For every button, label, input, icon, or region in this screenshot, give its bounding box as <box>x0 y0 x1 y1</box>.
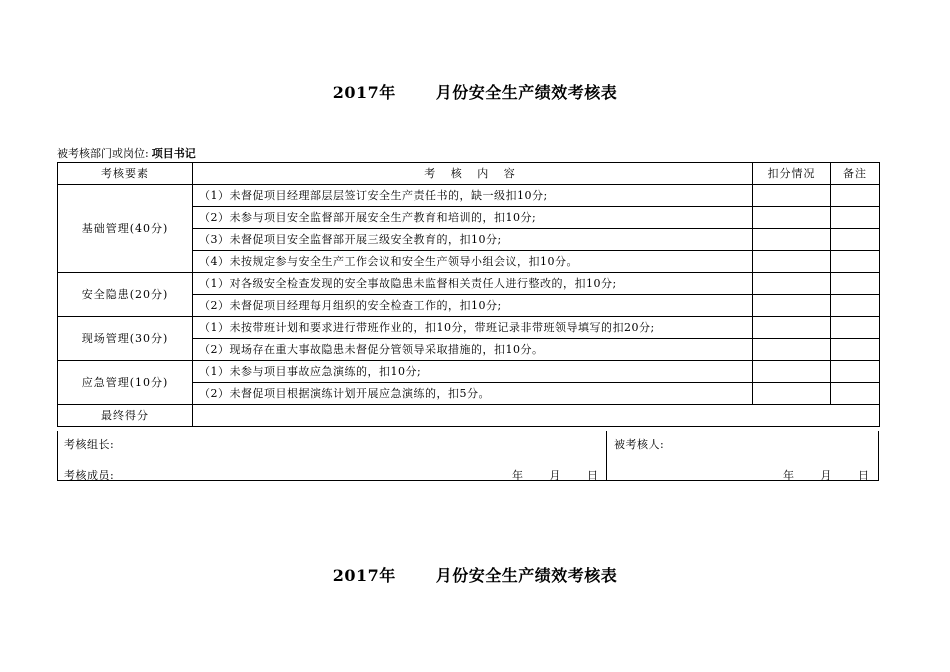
year-label: 年 <box>783 469 795 482</box>
deduct-cell[interactable] <box>753 317 831 339</box>
deduct-cell[interactable] <box>753 229 831 251</box>
item-text: （1）未按带班计划和要求进行带班作业的，扣10分，带班记录非带班领导填写的扣20分; <box>193 317 753 339</box>
item-text: （3）未督促项目安全监督部开展三级安全教育的，扣10分; <box>193 229 753 251</box>
signature-block <box>57 431 879 481</box>
remark-cell[interactable] <box>831 229 880 251</box>
header-remark: 备注 <box>831 163 880 185</box>
table-row <box>58 317 880 339</box>
deduct-cell[interactable] <box>753 251 831 273</box>
header-content: 考 核 内 容 <box>193 163 753 185</box>
table-row <box>58 185 880 207</box>
item-text: （1）未参与项目事故应急演练的，扣10分; <box>193 361 753 383</box>
remark-cell[interactable] <box>831 207 880 229</box>
final-score-label: 最终得分 <box>58 405 193 427</box>
deduct-cell[interactable] <box>753 273 831 295</box>
title-text: 月份安全生产绩效考核表 <box>435 83 618 102</box>
item-text: （2）未督促项目经理每月组织的安全检查工作的，扣10分; <box>193 295 753 317</box>
page-title-2 <box>0 563 950 586</box>
year-label: 年 <box>512 469 524 482</box>
final-score-value[interactable] <box>193 405 880 427</box>
section-name: 应急管理(10分) <box>58 361 193 405</box>
page-title <box>0 80 950 103</box>
table-row <box>58 273 880 295</box>
section-name: 现场管理(30分) <box>58 317 193 361</box>
section-name: 基础管理(40分) <box>58 185 193 273</box>
deduct-cell[interactable] <box>753 185 831 207</box>
final-score-row <box>58 405 880 427</box>
date-left <box>512 467 599 483</box>
assessee-label: 被考核人: <box>614 438 665 451</box>
department-line <box>57 145 196 161</box>
deduct-cell[interactable] <box>753 361 831 383</box>
item-text: （2）未督促项目根据演练计划开展应急演练的，扣5分。 <box>193 383 753 405</box>
item-text: （4）未按规定参与安全生产工作会议和安全生产领导小组会议，扣10分。 <box>193 251 753 273</box>
month-label: 月 <box>820 469 832 482</box>
remark-cell[interactable] <box>831 185 880 207</box>
leader-label: 考核组长: <box>64 438 115 451</box>
deduct-cell[interactable] <box>753 207 831 229</box>
members-label: 考核成员: <box>64 469 115 482</box>
item-text: （1）对各级安全检查发现的安全事故隐患未监督相关责任人进行整改的，扣10分; <box>193 273 753 295</box>
deduct-cell[interactable] <box>753 383 831 405</box>
section-name: 安全隐患(20分) <box>58 273 193 317</box>
day-label: 日 <box>858 469 870 482</box>
remark-cell[interactable] <box>831 339 880 361</box>
table-header-row <box>58 163 880 185</box>
signature-divider <box>606 431 607 480</box>
header-deduct: 扣分情况 <box>753 163 831 185</box>
remark-cell[interactable] <box>831 361 880 383</box>
month-label: 月 <box>549 469 561 482</box>
remark-cell[interactable] <box>831 317 880 339</box>
department-value: 项目书记 <box>151 147 196 160</box>
deduct-cell[interactable] <box>753 339 831 361</box>
deduct-cell[interactable] <box>753 295 831 317</box>
day-label: 日 <box>587 469 599 482</box>
remark-cell[interactable] <box>831 251 880 273</box>
remark-cell[interactable] <box>831 383 880 405</box>
item-text: （1）未督促项目经理部层层签订安全生产责任书的，缺一级扣10分; <box>193 185 753 207</box>
title-text: 月份安全生产绩效考核表 <box>435 566 618 585</box>
header-element: 考核要素 <box>58 163 193 185</box>
item-text: （2）现场存在重大事故隐患未督促分管领导采取措施的，扣10分。 <box>193 339 753 361</box>
assessment-table <box>57 162 880 427</box>
date-right <box>783 467 870 483</box>
item-text: （2）未参与项目安全监督部开展安全生产教育和培训的，扣10分; <box>193 207 753 229</box>
remark-cell[interactable] <box>831 295 880 317</box>
title-year: 2017年 <box>332 83 396 102</box>
department-label: 被考核部门或岗位: <box>57 147 149 160</box>
remark-cell[interactable] <box>831 273 880 295</box>
title-year: 2017年 <box>332 566 396 585</box>
table-row <box>58 361 880 383</box>
